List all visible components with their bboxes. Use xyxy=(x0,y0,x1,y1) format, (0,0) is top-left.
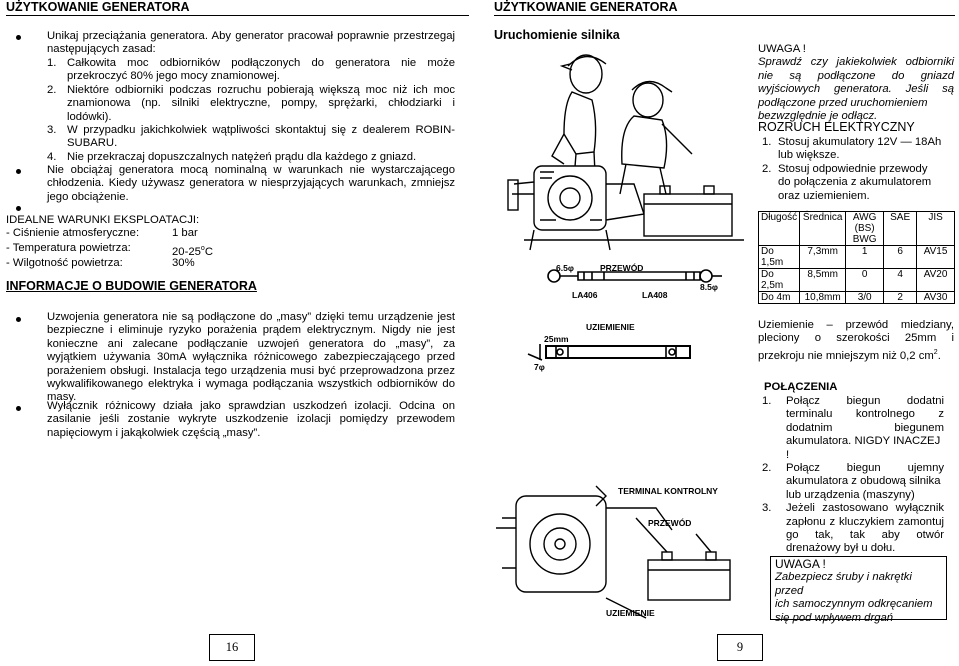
condition-row xyxy=(6,257,306,272)
right-header-text: UŻYTKOWANIE GENERATORA xyxy=(494,0,678,14)
list-number: 2. xyxy=(47,83,57,96)
warning-box-2 xyxy=(770,556,947,624)
cell-line: Długość xyxy=(761,212,798,223)
text-line: porażeniem obsługi. Instalacja tego urządzenia musi być przeprowadzona przez xyxy=(47,364,455,377)
text-line: znamionowa (np. silniki elektryczne, pompy, sprężarki, chłodziarki i xyxy=(67,97,455,110)
text-line: W przypadku jakichkolwiek wątpliwości skontaktuj się z dealerem ROBIN- xyxy=(67,124,455,137)
warning-title: UWAGA ! xyxy=(775,557,826,571)
list-number: 2. xyxy=(762,162,772,175)
text-line: pleciony o szerokości 25mm i xyxy=(758,332,954,345)
text-line: się pod wpływem drgań xyxy=(775,611,894,624)
table-header-cell xyxy=(917,212,955,246)
table-cell: 2 xyxy=(884,292,917,304)
text-line: masy. xyxy=(47,391,77,404)
list-item xyxy=(758,163,954,203)
text-line: Sprawdź czy jakiekolwiek odbiorniki xyxy=(758,56,954,69)
table-row xyxy=(759,269,955,292)
text-line: napięciowym i jakąkolwiek częścią „masy”. xyxy=(47,426,261,439)
text-line: Uzwojenia generatora nie są podłączone do „masy” dzięki temu urządzenie jest xyxy=(47,311,455,323)
text-line: SUBARU. xyxy=(67,137,118,150)
wiring-illustration xyxy=(496,478,738,620)
text-line: dodatnim biegunem xyxy=(786,421,944,434)
list-number: 4. xyxy=(47,150,57,163)
cable-label-hole: 7φ xyxy=(534,362,545,372)
text-line: Całkowita moc odbiorników podłączonych do generatora nie może xyxy=(67,57,455,69)
section-title: INFORMACJE O BUDOWIE GENERATORA xyxy=(6,279,257,293)
left-header-text: UŻYTKOWANIE GENERATORA xyxy=(6,0,190,14)
text-line: Nie obciążaj generatora mocą nominalną w warunkach nie wystarczającego xyxy=(47,164,455,176)
table-cell: AV20 xyxy=(917,269,955,292)
table-header-cell xyxy=(846,212,884,246)
cell-line: BWG xyxy=(852,234,877,245)
table-cell xyxy=(759,269,800,292)
text-span: przekroju nie mniejszym niż 0,2 cm xyxy=(758,349,934,362)
uziemienie-text xyxy=(758,319,954,363)
cable-label-ground: UZIEMIENIE xyxy=(586,322,635,332)
list-number: 2. xyxy=(762,462,772,475)
wiring-label-ground: UZIEMIENIE xyxy=(606,608,655,618)
table-cell: 8,5mm xyxy=(800,269,846,292)
cell-line: (BS) xyxy=(854,223,875,234)
table-header-cell xyxy=(759,212,800,246)
table-cell: 10,8mm xyxy=(800,292,846,304)
list-item xyxy=(47,57,455,84)
temp-value: 20-25 xyxy=(172,246,201,259)
text-line: jego obciążenie. xyxy=(47,190,129,203)
wiring-label-wire: PRZEWÓD xyxy=(648,518,692,528)
text-line: ! xyxy=(786,448,790,461)
table-cell: AV30 xyxy=(917,292,955,304)
table-row xyxy=(759,292,955,304)
cable-label-right-gauge: 8.5φ xyxy=(700,282,718,292)
bullet-dot xyxy=(16,35,21,40)
text-line: Połącz biegun ujemny xyxy=(786,462,944,475)
list-item xyxy=(47,124,455,151)
table-header-cell xyxy=(884,212,917,246)
text-line: chłodzenia. Kiedy używasz generatora w niesprzyjających warunkach, zmniejsz xyxy=(47,177,455,190)
warning-text xyxy=(775,571,942,625)
text-line: Stosuj akumulatory 12V — 18Ah xyxy=(778,136,942,148)
text-line: Wyłącznik różnicowy działa jako sprawdzian uszkodzeń izolacji. Odcina on xyxy=(47,400,455,412)
bullet-dot xyxy=(16,169,21,174)
bullet-dot xyxy=(16,406,21,411)
list-item xyxy=(47,151,455,164)
cell-line: Do xyxy=(761,269,774,280)
text-line: Zabezpiecz śruby i nakrętki przed xyxy=(775,571,912,597)
text-line: podłączone przed uruchomieniem xyxy=(758,96,928,109)
list-item xyxy=(758,395,944,462)
text-line: akumulatora. NIGDY INACZEJ xyxy=(786,435,941,448)
cable-table xyxy=(758,211,955,304)
list-item xyxy=(758,502,944,556)
table-cell xyxy=(759,246,800,269)
bullet1-text xyxy=(47,30,455,57)
left-page-header xyxy=(6,0,469,16)
degree-sup: o xyxy=(200,245,205,253)
polaczenia-title: POŁĄCZENIA xyxy=(764,381,838,393)
list-number: 1. xyxy=(762,395,772,407)
text-line: zasilanie jeśli zostanie wykryte uszkodzenie izolacji pomiędzy przewodem xyxy=(47,413,455,426)
cable-label-width: 25mm xyxy=(544,334,569,344)
text-line: bezwzględnie je odłącz. xyxy=(758,110,878,123)
text-line: przekroju nie mniejszym niż 0,2 $cm^2$. xyxy=(758,348,941,362)
text-line: wyjściowych generatora. Jeśli są xyxy=(758,83,954,96)
condition-label: - Temperatura powietrza: xyxy=(6,242,131,255)
page-number-left: 16 xyxy=(209,634,255,661)
cable-illustration xyxy=(500,262,728,382)
paragraph-1 xyxy=(47,311,455,405)
numbered-list xyxy=(47,57,455,164)
text-line: lodówki). xyxy=(67,110,112,123)
mechanics-illustration xyxy=(494,44,746,258)
text-line: wyjątkiem używania 30mA wyłącznika różnicowego zabezpieczającego przed xyxy=(47,351,455,364)
list-item xyxy=(758,462,944,502)
condition-row xyxy=(6,227,306,242)
rozruch-list xyxy=(758,136,954,203)
table-header-row xyxy=(759,212,955,246)
text-line: akumulatora z obudową silnika xyxy=(786,475,941,488)
text-line: lub większe. xyxy=(778,149,840,162)
cell-line: JIS xyxy=(928,212,943,223)
text-line: Niektóre odbiorniki podczas rozruchu pobierają większą moc niż ich moc xyxy=(67,83,455,96)
temp-unit: C xyxy=(204,246,213,259)
condition-value: 1 bar xyxy=(172,227,198,240)
table-cell: 7,3mm xyxy=(800,246,846,269)
cell-line: AWG xyxy=(852,212,877,223)
table-row xyxy=(759,246,955,269)
condition-row xyxy=(6,242,306,257)
list-number: 1. xyxy=(762,136,772,148)
table-cell: 4 xyxy=(884,269,917,292)
text-line: terminalu kontrolnego z xyxy=(786,408,944,421)
text-line: Jeżeli zastosowano wyłącznik xyxy=(786,502,944,515)
cell-line: Do xyxy=(761,246,774,257)
list-number: 3. xyxy=(762,502,772,515)
bullet-dot xyxy=(16,206,21,211)
cell-line: 1,5m xyxy=(761,257,784,268)
text-line: ich samoczynnym odkręcaniem xyxy=(775,598,933,611)
condition-label: - Wilgotność powietrza: xyxy=(6,257,123,270)
table-cell: 6 xyxy=(884,246,917,269)
warning-box-1 xyxy=(758,43,954,123)
text-line: przekroczyć 80% jego mocy znamionowej. xyxy=(67,70,280,83)
warning-text xyxy=(758,56,954,123)
subtitle: Uruchomienie silnika xyxy=(494,28,620,42)
cable-label-left-gauge: 6.5φ xyxy=(556,263,574,273)
list-number: 3. xyxy=(47,124,57,137)
bullet-dot xyxy=(16,317,21,322)
text-line: Unikaj przeciążania generatora. Aby generator pracował poprawnie przestrzegaj xyxy=(47,30,455,42)
ideal-conditions-title: IDEALNE WARUNKI EKSPLOATACJI: xyxy=(6,214,200,226)
rozruch-title: ROZRUCH ELEKTRYCZNY xyxy=(758,120,915,134)
warning-title: UWAGA ! xyxy=(758,43,806,55)
cell-line: Do 4m xyxy=(761,292,791,303)
list-item xyxy=(47,84,455,124)
text-line: bezpieczne i eliminuje ryzyko porażenia prądem elektrycznym. Nigdy nie jest xyxy=(47,324,455,337)
table-cell: AV15 xyxy=(917,246,955,269)
text-line: konieczne ani zalecane podłączanie uzwojeń generatora do „masy”, za xyxy=(47,337,455,350)
text-line: nie są podłączone do gniazd xyxy=(758,69,954,82)
text-line: Połącz biegun dodatni xyxy=(786,395,944,407)
text-line: następujących zasad: xyxy=(47,43,156,56)
wiring-label-terminal: TERMINAL KONTROLNY xyxy=(618,486,718,496)
table-header-cell xyxy=(800,212,846,246)
list-item xyxy=(758,136,954,163)
text-line: do połączenia z akumulatorem xyxy=(778,176,932,189)
ideal-conditions xyxy=(6,214,306,272)
cable-label-lug-b: LA408 xyxy=(642,290,668,300)
text-line: lub urządzenia (maszyny) xyxy=(786,488,915,501)
table-cell: 3/0 xyxy=(846,292,884,304)
text-line: Uziemienie – przewód miedziany, xyxy=(758,319,954,331)
text-line: oraz uziemieniem. xyxy=(778,189,870,202)
cell-line: SAE xyxy=(890,212,911,223)
text-line: Stosuj odpowiednie przewody xyxy=(778,162,928,175)
text-line: wykwalifikowanego elektryka i wymaga podłączania wszystkich odbiorników do xyxy=(47,378,455,391)
list-number: 1. xyxy=(47,57,57,69)
text-line: drenażowy był u dołu. xyxy=(786,542,896,555)
text-line: Nie przekraczaj dopuszczalnych natężeń prądu dla każdego z gniazd. xyxy=(67,150,417,163)
cable-label-lug-a: LA406 xyxy=(572,290,598,300)
table-cell xyxy=(759,292,800,304)
text-line: go tak, tak aby otwór xyxy=(786,529,944,542)
polaczenia-list xyxy=(758,395,944,556)
cell-line: Średnica xyxy=(802,212,843,223)
condition-value: 30% xyxy=(172,257,195,270)
cell-line: 2,5m xyxy=(761,280,784,291)
text-line: zapłonu z kluczykiem zamontuj xyxy=(786,515,944,528)
cable-label-wire: PRZEWÓD xyxy=(600,263,644,273)
bullet2-text xyxy=(47,164,455,204)
exponent: 2 xyxy=(933,348,938,356)
page-number-right: 9 xyxy=(717,634,763,661)
condition-label: - Ciśnienie atmosferyczne: xyxy=(6,227,140,240)
paragraph-2 xyxy=(47,400,455,440)
table-cell: 0 xyxy=(846,269,884,292)
right-page-header xyxy=(494,0,955,16)
table-cell: 1 xyxy=(846,246,884,269)
